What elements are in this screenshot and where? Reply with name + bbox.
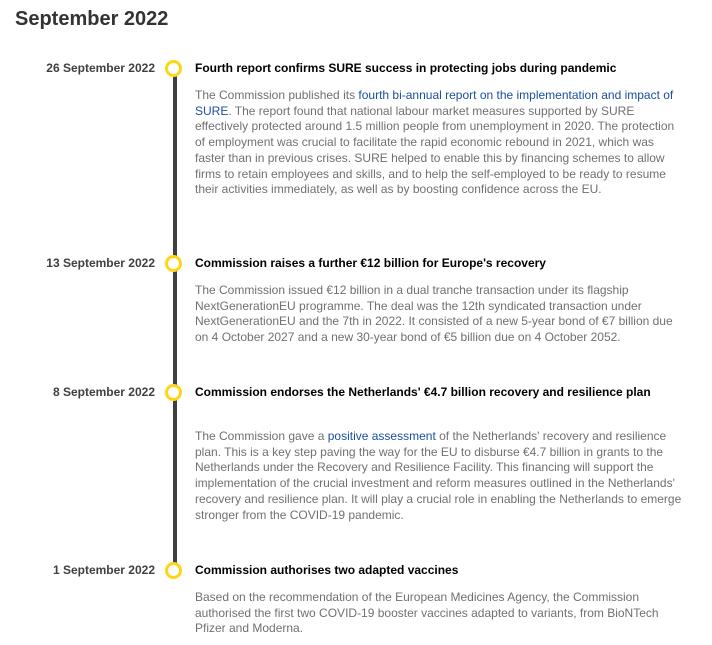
entry-body: Based on the recommendation of the European Medicines Agency, the Commission authorised the first two COVID-19 booster vaccines adapted to variants, from BioNTech Pfizer and Moderna. (195, 590, 659, 636)
entry-body-text: of the Netherlands' recovery and resilience plan. This is a key step paving the way for the EU to disburse €4.7 billion in grants to the Netherlands under the Recovery and Resilience Facility. This financing will support the implementation of the crucial investment and reform measures outlined in the Netherlands' recovery and resilience plan. It will play a crucial role in enabling the Netherlands to emerge stronger from the COVID-19 pandemic. (195, 429, 682, 522)
entry-date: 26 September 2022 (46, 61, 155, 75)
entry-title: Commission endorses the Netherlands' €4.7 billion recovery and resilience plan (195, 385, 651, 399)
entry-date: 13 September 2022 (46, 256, 155, 270)
entry-body: The Commission issued €12 billion in a dual tranche transaction under its flagship NextGenerationEU programme. The deal was the 12th syndicated transaction under NextGenerationEU and the 7th in 2022. It consisted of a new 5-year bond of €7 billion due on 4 October 2027 and a new 30-year bond of €5 billion due on 4 October 2052. (195, 283, 673, 345)
entry-title: Commission raises a further €12 billion for Europe's recovery (195, 256, 546, 270)
entry-date: 1 September 2022 (52, 563, 155, 577)
entry-body (195, 429, 685, 523)
entry-body-text: . The report found that national labour market measures supported by SURE effectively protected around 1.5 million people from unemployment in 2020. The protection of employment was crucial to facilitate the rapid economic rebound in 2021, which was faster than in previous crises. SURE helped to enable this by financing schemes to allow firms to retain employees and skills, and to help the self-employed to be ready to resume their activities immediately, as well as by boosting confidence across the EU. (195, 103, 675, 197)
entry-title: Commission authorises two adapted vaccines (195, 563, 459, 577)
positive-assessment-link[interactable]: positive assessment (327, 429, 436, 443)
sure-report-link[interactable]: fourth bi-annual report on the implementation and impact of SURE (195, 88, 674, 118)
entry-body-text: The Commission published its (195, 88, 359, 102)
entry-body-text: The Commission gave a (195, 429, 328, 443)
month-heading: September 2022 (15, 8, 169, 30)
timeline-marker-icon (165, 384, 182, 401)
entry-title: Fourth report confirms SURE success in protecting jobs during pandemic (195, 61, 617, 75)
timeline-line (173, 74, 177, 571)
timeline-marker-icon (165, 562, 182, 579)
timeline-marker-icon (165, 60, 182, 77)
entry-date: 8 September 2022 (52, 385, 155, 399)
timeline-marker-icon (165, 255, 182, 272)
entry-body (195, 88, 685, 198)
